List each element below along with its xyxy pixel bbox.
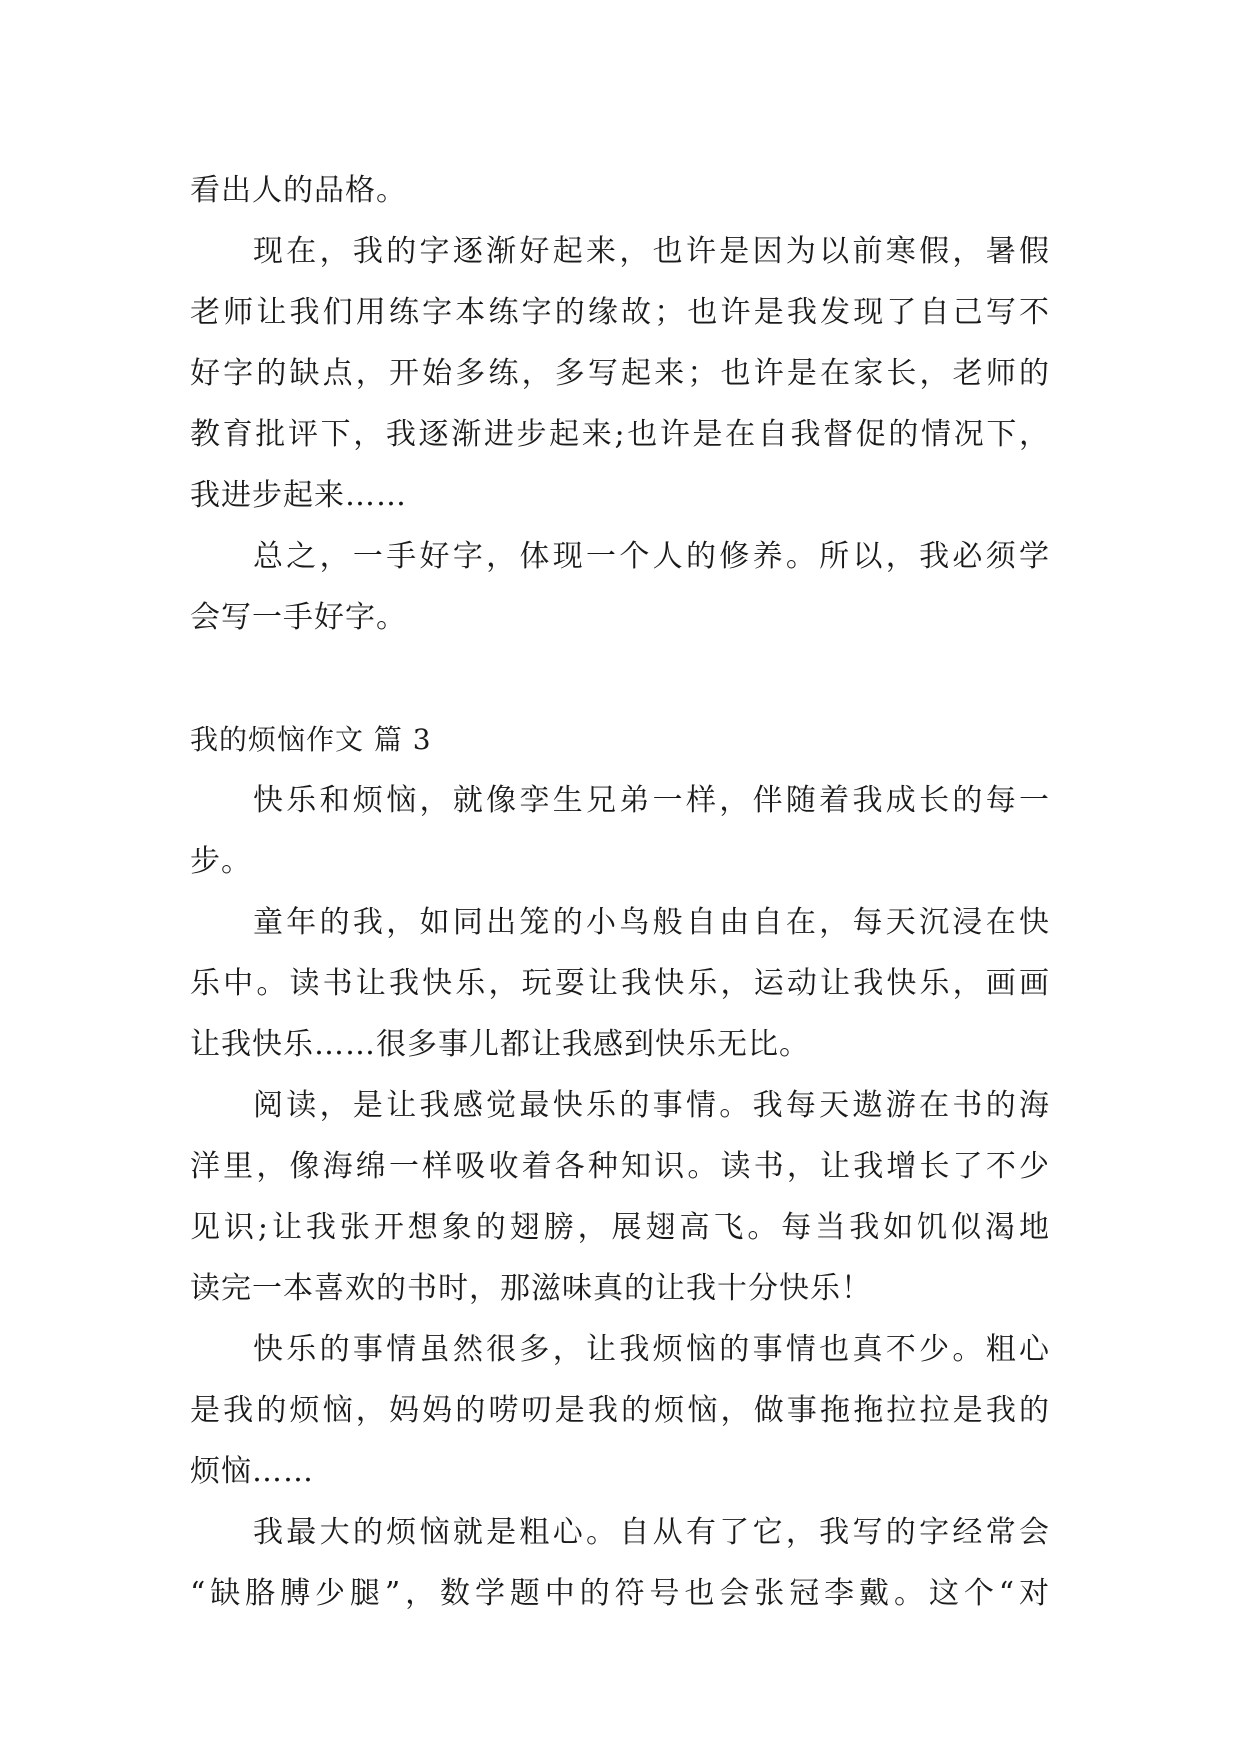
paragraph-start-line: 阅读，是让我感觉最快乐的事情。我每天遨游在书的海 — [253, 1088, 1050, 1123]
text-line: 老师让我们用练字本练字的缘故；也许是我发现了自己写不 — [190, 295, 1050, 330]
text-line: 让我快乐……很多事儿都让我感到快乐无比。 — [190, 1027, 810, 1062]
blank-spacer — [190, 648, 1050, 709]
text-line: 我进步起来…… — [190, 478, 407, 513]
text-line: 洋里，像海绵一样吸收着各种知识。读书，让我增长了不少 — [190, 1149, 1050, 1184]
paragraph-start-line: 快乐的事情虽然很多，让我烦恼的事情也真不少。粗心 — [253, 1332, 1050, 1367]
text-line: 乐中。读书让我快乐，玩耍让我快乐，运动让我快乐，画画 — [190, 966, 1050, 1001]
text-line: 好字的缺点，开始多练，多写起来；也许是在家长，老师的 — [190, 356, 1050, 391]
text-line: 见识;让我张开想象的翅膀，展翅高飞。每当我如饥似渴地 — [190, 1210, 1050, 1245]
text-line: 看出人的品格。 — [190, 173, 407, 208]
text-line: 读完一本喜欢的书时，那滋味真的让我十分快乐！ — [190, 1271, 872, 1306]
document-body — [190, 160, 1050, 1624]
paragraph-start-line: 我最大的烦恼就是粗心。自从有了它，我写的字经常会 — [253, 1515, 1050, 1550]
text-line: 是我的烦恼，妈妈的唠叨是我的烦恼，做事拖拖拉拉是我的 — [190, 1393, 1050, 1428]
section-title: 我的烦恼作文 篇 3 — [190, 723, 432, 756]
text-line: 教育批评下，我逐渐进步起来;也许是在自我督促的情况下， — [190, 417, 1050, 452]
paragraph-start-line: 总之，一手好字，体现一个人的修养。所以，我必须学 — [253, 539, 1050, 574]
text-line: 会写一手好字。 — [190, 600, 407, 635]
text-line: 烦恼…… — [190, 1454, 314, 1489]
text-line: 步。 — [190, 844, 252, 879]
paragraph-start-line: 童年的我，如同出笼的小鸟般自由自在，每天沉浸在快 — [253, 905, 1050, 940]
text-line: “缺胳膊少腿”，数学题中的符号也会张冠李戴。这个“对 — [190, 1576, 1050, 1611]
paragraph-start-line: 快乐和烦恼，就像孪生兄弟一样，伴随着我成长的每一 — [253, 783, 1050, 818]
paragraph-start-line: 现在，我的字逐渐好起来，也许是因为以前寒假，暑假 — [253, 234, 1050, 269]
